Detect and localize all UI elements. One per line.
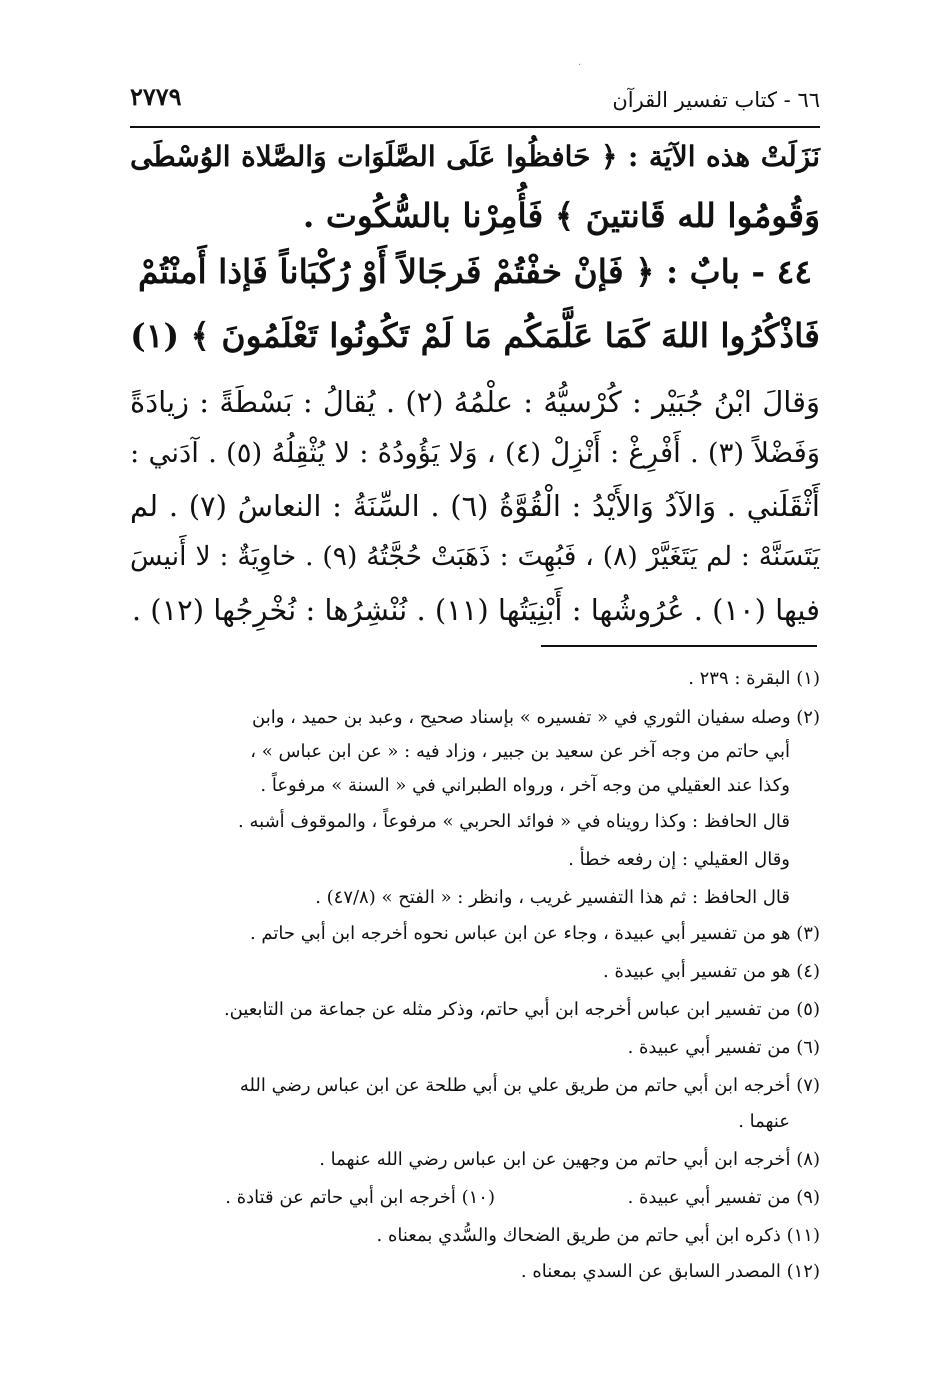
body-line-5: فيها (١٠) . عُرُوشُها : أَبْنِيَتُها (١١) . نُنْشِرُها : نُخْرِجُها (١٢) . <box>131 593 820 627</box>
footnote-2-cont-3: قال الحافظ : وكذا رويناه في « فوائد الحربي » مرفوعاً ، والموقوف أشبه . <box>238 811 790 832</box>
footnote-4: (٤) هو من تفسير أبي عبيدة . <box>603 961 820 982</box>
chapter-heading-line-1: ٤٤ - بابٌ : ﴿ فَإنْ خفْتُمْ فَرجَالاً أَوْ رُكْبَاناً فَإذا أَمنْتُمْ <box>137 252 813 291</box>
footnote-2-cont-2: وكذا عند العقيلي من وجه آخر ، ورواه الطبراني في « السنة » مرفوعاً . <box>260 775 790 796</box>
footnote-1: (١) البقرة : ٢٣٩ . <box>688 668 820 689</box>
body-line-4: يَتَسَنَّهْ : لم يَتَغَيَّرْ (٨) ، فَبُهِتَ : ذَهَبَتْ حُجَّتُهُ (٩) . خاوِيَةٌ : لا أَنيسَ <box>130 541 821 572</box>
footnote-7-cont: عنهما . <box>738 1111 790 1132</box>
chapter-title: ٦٦ - كتاب تفسير القرآن <box>612 88 820 112</box>
verse-line-2: وَقُومُوا لله قَانتينَ ﴾ فَأُمِرْنا بالسُّكُوت . <box>302 196 820 235</box>
footnote-12: (١٢) المصدر السابق عن السدي بمعناه . <box>520 1261 820 1282</box>
body-line-3: أَثْقَلَني . وَالآدُ وَالأَيْدُ : الْقُوَّةُ (٦) . السِّنَةُ : النعاسُ (٧) . لم <box>130 489 820 523</box>
footnote-8: (٨) أخرجه ابن أبي حاتم من وجهين عن ابن عباس رضي الله عنهما . <box>319 1149 820 1170</box>
footnote-3: (٣) هو من تفسير أبي عبيدة ، وجاء عن ابن عباس نحوه أخرجه ابن أبي حاتم . <box>249 923 820 944</box>
footnote-2-cont-5: قال الحافظ : ثم هذا التفسير غريب ، وانظر : « الفتح » (٤٧/٨) . <box>315 887 790 908</box>
footnote-6: (٦) من تفسير أبي عبيدة . <box>627 1037 820 1058</box>
footnote-9: (٩) من تفسير أبي عبيدة . <box>627 1187 820 1208</box>
footnote-5: (٥) من تفسير ابن عباس أخرجه ابن أبي حاتم، وذكر مثله عن جماعة من التابعين. <box>223 999 820 1020</box>
footnote-11: (١١) ذكره ابن أبي حاتم من طريق الضحاك والسُّدي بمعناه . <box>376 1225 820 1246</box>
footnote-2-cont-1: أبي حاتم من وجه آخر عن سعيد بن جبير ، وزاد فيه : « عن ابن عباس » ، <box>250 741 790 762</box>
body-line-1: وَقالَ ابْنُ جُبَيْر : كُرْسيُّهُ : علْمُهُ (٢) . يُقالُ : بَسْطَةً : زيادَةً <box>130 385 820 419</box>
body-line-2: وَفَضْلاً (٣) . أَفْرِغْ : أَنْزِلْ (٤) ، وَلا يَؤُودُهُ : لا يُثْقِلُهُ (٥) . آدَني : <box>130 437 820 469</box>
footnote-2-cont-4: وقال العقيلي : إن رفعه خطأ . <box>568 849 790 870</box>
page-header <box>130 78 820 128</box>
page-number: ٢٧٧٩ <box>130 82 182 111</box>
footnote-divider <box>541 645 817 647</box>
footnote-10: (١٠) أخرجه ابن أبي حاتم عن قتادة . <box>225 1187 495 1208</box>
footnote-7: (٧) أخرجه ابن أبي حاتم من طريق علي بن أبي طلحة عن ابن عباس رضي الله <box>239 1075 820 1096</box>
verse-line-1: نَزَلَتْ هذه الآيَة : ﴿ حَافظُوا عَلَى الصَّلَوَات وَالصَّلاة الوُسْطَى <box>130 140 820 173</box>
scan-speck: · <box>578 60 582 71</box>
footnote-2: (٢) وصله سفيان الثوري في « تفسيره » بإسناد صحيح ، وعبد بن حميد ، وابن <box>252 707 820 728</box>
chapter-heading-line-2: فَاذْكُرُوا اللهَ كَمَا عَلَّمَكُم مَا لَمْ تَكُونُوا تَعْلَمُونَ ﴾ (١) <box>130 316 820 355</box>
